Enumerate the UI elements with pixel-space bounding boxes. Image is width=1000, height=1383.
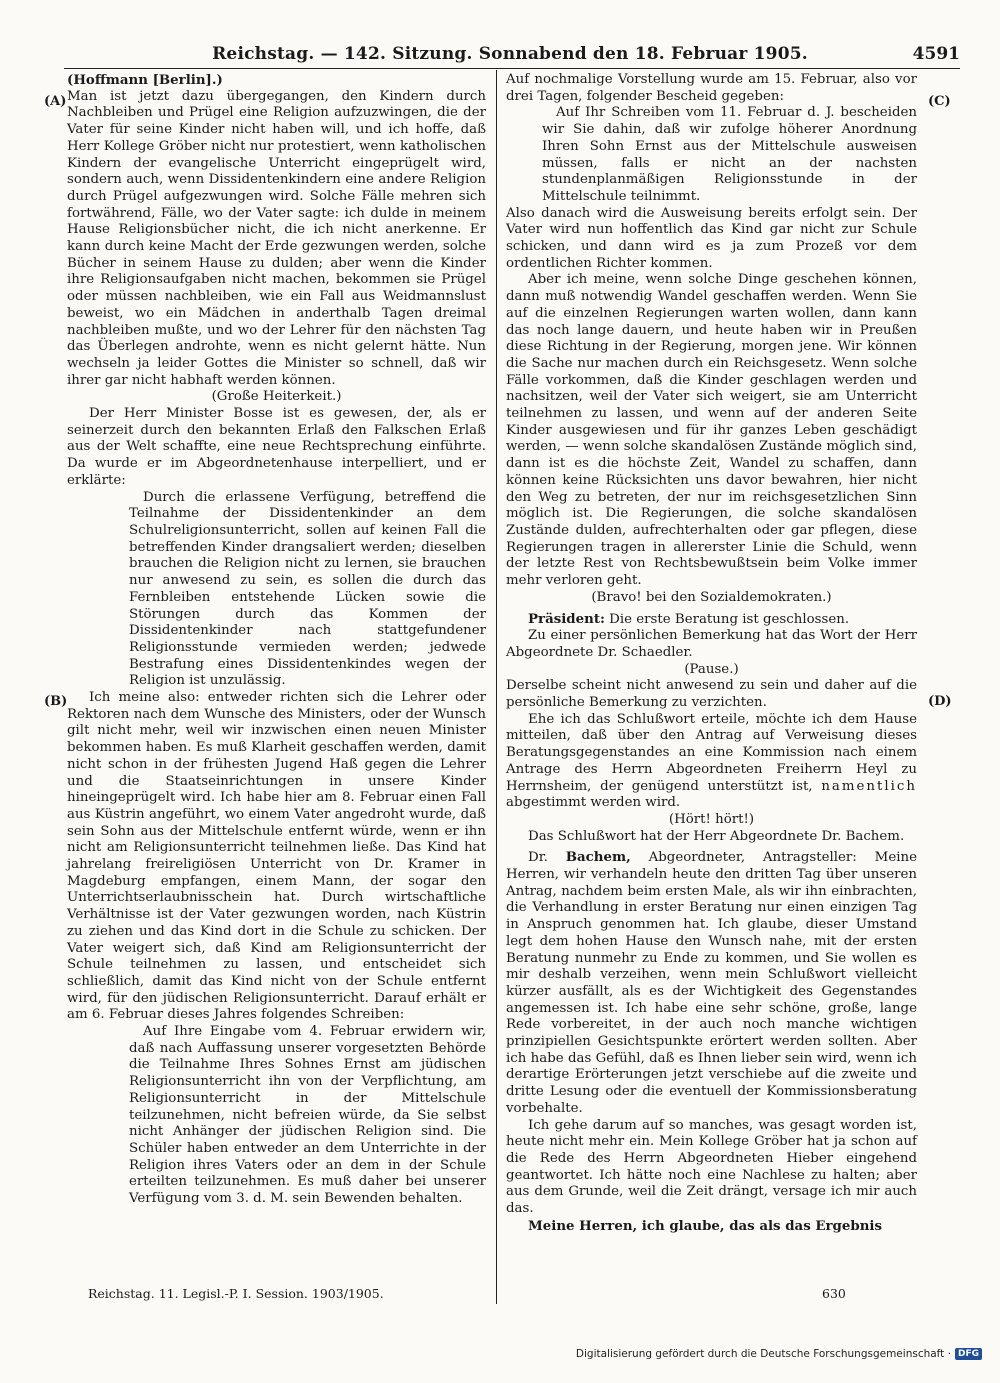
- paragraph: Meine Herren, ich glaube, das als das Ergebnis: [528, 1217, 882, 1234]
- paragraph-text: Ehe ich das Schlußwort erteile, möchte ich dem Hause mitteilen, daß über den Antrag auf Verweisung dieses Beratungsgegenstandes an eine Kommission nach einem Antrage des Herrn Abgeordneten Freiherrn Heyl zu Herrnsheim, der genügend unterstützt ist,: [506, 711, 917, 794]
- column-divider: [496, 70, 497, 1304]
- president-text: Die erste Beratung ist geschlossen.: [609, 611, 850, 627]
- quote-text: Durch die erlassene Verfügung, betreffend die Teilnahme der Dissidentenkinder an dem Schulreligionsunterricht, sollen auf keinen Fall die betreffenden Kinder drangsaliert werden; dieselben brauchen die Religion nicht zu lernen, sie brauchen nur anwesend zu sein, es sollen die durch das Fernbleiben entstehende Lücken sowie die Störungen durch das Kommen der Dissidentenkinder nach stattgefundener Religionsstunde vermieden werden; jedwede Bestrafung eines Dissidentenkindes wegen der Religion ist unzulässig.: [129, 489, 486, 689]
- emphasis-text: namentlich: [821, 778, 917, 794]
- page-number: 4591: [912, 44, 960, 64]
- quotation: [506, 105, 917, 205]
- footer-session: Reichstag. 11. Legisl.-P. I. Session. 1903/1905.: [88, 1286, 384, 1301]
- quote-text: Auf Ihre Eingabe vom 4. Februar erwidern wir, daß nach Auffassung unserer vorgesetzten Behörde die Teilnahme Ihres Sohnes Ernst am jüdischen Religionsunterricht ihn von der Verpflichtung, am Religionsunterricht in der Mittelschule teilzunehmen, nicht befreien würde, da Sie selbst nicht Anhänger der jüdischen Religion sind. Die Schüler haben entweder an dem Unterrichte in der Religion ihres Vaters oder an dem in der Schule erteilten teilzunehmen. Es muß daher bei unserer Verfügung vom 3. d. M. sein Bewenden behalten.: [129, 1024, 486, 1207]
- quotation: [67, 490, 486, 690]
- credit-text: Digitalisierung gefördert durch die Deutsche Forschungsgemeinschaft ·: [575, 1348, 951, 1360]
- speech-text: Abgeordneter, Antragsteller: Meine Herren, wir verhandeln heute den dritten Tag über unseren Antrag, nachdem beim ersten Male, als wir ihn einbrachten, die Verhandlung in erster Beratung nur einen einzigen Tag in Anspruch genommen hat. Ich glaube, dieser Umstand legt dem hohen Hause den Wunsch nahe, mit der ersten Beratung nunmehr zu Ende zu kommen, und Sie wollen es mir deshalb verzeihen, wenn mein Schlußwort vielleicht kürzer ausfällt, als es der Wichtigkeit des Gegenstandes angemessen ist. Ich habe eine sehr schöne, große, lange Rede vorbereitet, in der auch noch manche wichtigen prinzipiellen Gesichtspunkte erörtert werden sollten. Aber ich habe das Gefühl, daß es Ihnen lieber sein wird, wenn ich derartige Erörterungen jetzt verschiebe auf die zweite und dritte Lesung oder die eventuell der Kommissionsberatung vorbehalte.: [506, 850, 917, 1116]
- paragraph: Der Herr Minister Bosse ist es gewesen, der, als er seinerzeit durch den bekannten Erlaß den Falkschen Erlaß aus der Welt schaffte, eine neue Rechtsprechung einführte. Da wurde er im Abgeordnetenhause interpelliert, und er erklärte:: [67, 406, 486, 488]
- paragraph: [506, 712, 917, 812]
- president-label: Präsident:: [528, 610, 605, 627]
- interjection: (Pause.): [684, 661, 739, 677]
- president-statement: [506, 611, 917, 629]
- margin-marker-a: (A): [44, 94, 67, 109]
- speech-opening: [506, 849, 917, 1117]
- speaker-prefix: Dr.: [528, 850, 548, 866]
- interjection: (Große Heiterkeit.): [211, 389, 342, 405]
- speaker-label: (Hoffmann [Berlin].): [67, 72, 223, 88]
- quotation: [67, 1024, 486, 1208]
- paragraph: Aber ich meine, wenn solche Dinge geschehen können, dann muß notwendig Wandel geschaffen werden. Wenn Sie auf die einzelnen Regierungen warten wollen, dann kann das noch lange dauern, und heute haben wir in Preußen diese Richtung in der Regierung, morgen jene. Wir können die Sache nur machen durch ein Reichsgesetz. Wenn solche Fälle vorkommen, daß die Kinder geschlagen werden und nachsitzen, weil der Vater sich weigert, sie am Unterricht teilnehmen zu lassen, und wenn auf der anderen Seite Kinder ausgewiesen und für ihr ganzes Leben geschädigt werden, — wenn solche skandalösen Zustände möglich sind, dann ist es die höchste Zeit, Wandel zu schaffen, dann können keine Rücksichten uns davor bewahren, hier nicht den Weg zu betreten, der nur im reichsgesetzlichen Sinn möglich ist. Die Regierungen, die solche skandalösen Zustände dulden, aufrechterhalten oder gar pflegen, diese Regierungen tragen in allererster Linie die Schuld, wenn der letzte Rest von Rechtsbewußtsein beim Volke immer mehr verloren geht.: [506, 272, 917, 589]
- paragraph: Ich meine also: entweder richten sich die Lehrer oder Rektoren nach dem Wunsche des Ministers, oder der Wunsch gilt nicht mehr, weil wir inzwischen einen neuen Minister bekommen haben. Es muß Klarheit geschaffen werden, damit nicht schon in der frühesten Jugend Haß gegen die Lehrer und die Staatseinrichtungen in unsere Kinder hineingeprügelt wird. Ich habe hier am 8. Februar einen Fall aus Küstrin angeführt, wo einem Vater angedroht wurde, daß sein Sohn aus der Mittelschule entfernt würde, wenn er ihn nicht am Religionsunterricht teilnehmen ließe. Das Kind hat jahrelang freireligiösen Unterricht von Dr. Kramer in Magdeburg empfangen, einem Mann, der sogar den Unterrichtserlaubnisschein hat. Durch wirtschaftliche Verhältnisse ist der Vater gezwungen worden, nach Küstrin zu ziehen und das Kind dort in die Schule zu schicken. Der Vater weigert sich, daß Kind am Religionsunterricht der Schule teilnehmen zu lassen, und entscheidet sich schließlich, damit das Kind nicht von der Schule entfernt wird, für den jüdischen Religionsunterricht. Darauf erhält er am 6. Februar dieses Jahres folgendes Schreiben:: [67, 690, 486, 1023]
- paragraph: Man ist jetzt dazu übergegangen, den Kindern durch Nachbleiben und Prügel eine Religion aufzuzwingen, die der Vater für seine Kinder nicht haben will, und ich hoffe, daß Herr Kollege Gröber nicht nur protestiert, wenn katholischen Kindern der evangelische Unterricht eingeprügelt wird, sondern auch, wenn Dissidentenkindern eine andere Religion durch Prügel aufgezwungen wird. Solche Fälle mehren sich fortwährend, Fälle, wo der Vater sagte: ich dulde in meinem Hause Religionsbücher nicht, die ich nicht anerkenne. Er kann durch keine Macht der Erde gezwungen werden, solche Bücher in seinem Hause zu dulden; aber wenn die Kinder ihre Religionsaufgaben nicht machen, bekommen sie Prügel oder müssen nachbleiben, wie ein Fall aus Weidmannslust beweist, wo ein Mädchen in anderthalb Tagen dreimal nachbleiben mußte, und wo der Lehrer für den nächsten Tag das Überlegen androhte, wenn es nicht gelernt hätte. Nun wechseln ja leider Gottes die Minister so schnell, daß wir ihrer gar nicht habhaft werden können.: [67, 88, 486, 388]
- dfg-logo-icon: DFG: [955, 1348, 982, 1360]
- margin-marker-d: (D): [928, 694, 952, 709]
- paragraph: Das Schlußwort hat der Herr Abgeordnete Dr. Bachem.: [528, 828, 905, 844]
- speaker-name: Bachem,: [565, 849, 631, 866]
- paragraph: Derselbe scheint nicht anwesend zu sein und daher auf die persönliche Bemerkung zu verzichten.: [506, 678, 917, 711]
- digitization-credit: [576, 1348, 982, 1360]
- page-header: [60, 44, 960, 70]
- footer-sheet-number: 630: [822, 1286, 846, 1301]
- paragraph-text: abgestimmt werden wird.: [506, 795, 681, 811]
- paragraph: Also danach wird die Ausweisung bereits erfolgt sein. Der Vater wird nun hoffentlich das Kind gar nicht zur Schule schicken, und dann wird es ja zum Prozeß vor dem ordentlichen Richter kommen.: [506, 205, 917, 271]
- margin-marker-c: (C): [928, 94, 951, 109]
- paragraph: Zu einer persönlichen Bemerkung hat das Wort der Herr Abgeordnete Dr. Schaedler.: [506, 628, 917, 660]
- quote-text: Auf Ihr Schreiben vom 11. Februar d. J. bescheiden wir Sie dahin, daß wir zufolge höherer Anordnung Ihren Sohn Ernst aus der Mittelschule ausweisen müssen, falls er nicht an der nachsten stundenplanmäßigen Religionsstunde in der Mittelschule teilnimmt.: [542, 105, 917, 204]
- paragraph: Auf nochmalige Vorstellung wurde am 15. Februar, also vor drei Tagen, folgender Bescheid gegeben:: [506, 72, 917, 104]
- margin-marker-b: (B): [44, 694, 68, 709]
- header-rule: [64, 68, 960, 69]
- left-column: [67, 72, 486, 1208]
- interjection: (Hört! hört!): [668, 811, 755, 827]
- right-column: [506, 72, 917, 1235]
- interjection: (Bravo! bei den Sozialdemokraten.): [591, 589, 832, 605]
- header-title: Reichstag. — 142. Sitzung. Sonnabend den 18. Februar 1905.: [212, 44, 808, 64]
- paragraph: Ich gehe darum auf so manches, was gesagt worden ist, heute nicht mehr ein. Mein Kollege Gröber hat ja schon auf die Rede des Herrn Abgeordneten Hieber eingehend geantwortet. Ich hätte noch eine Nachlese zu halten; aber aus dem Grunde, weil die Zeit drängt, versage ich mir auch das.: [506, 1117, 917, 1217]
